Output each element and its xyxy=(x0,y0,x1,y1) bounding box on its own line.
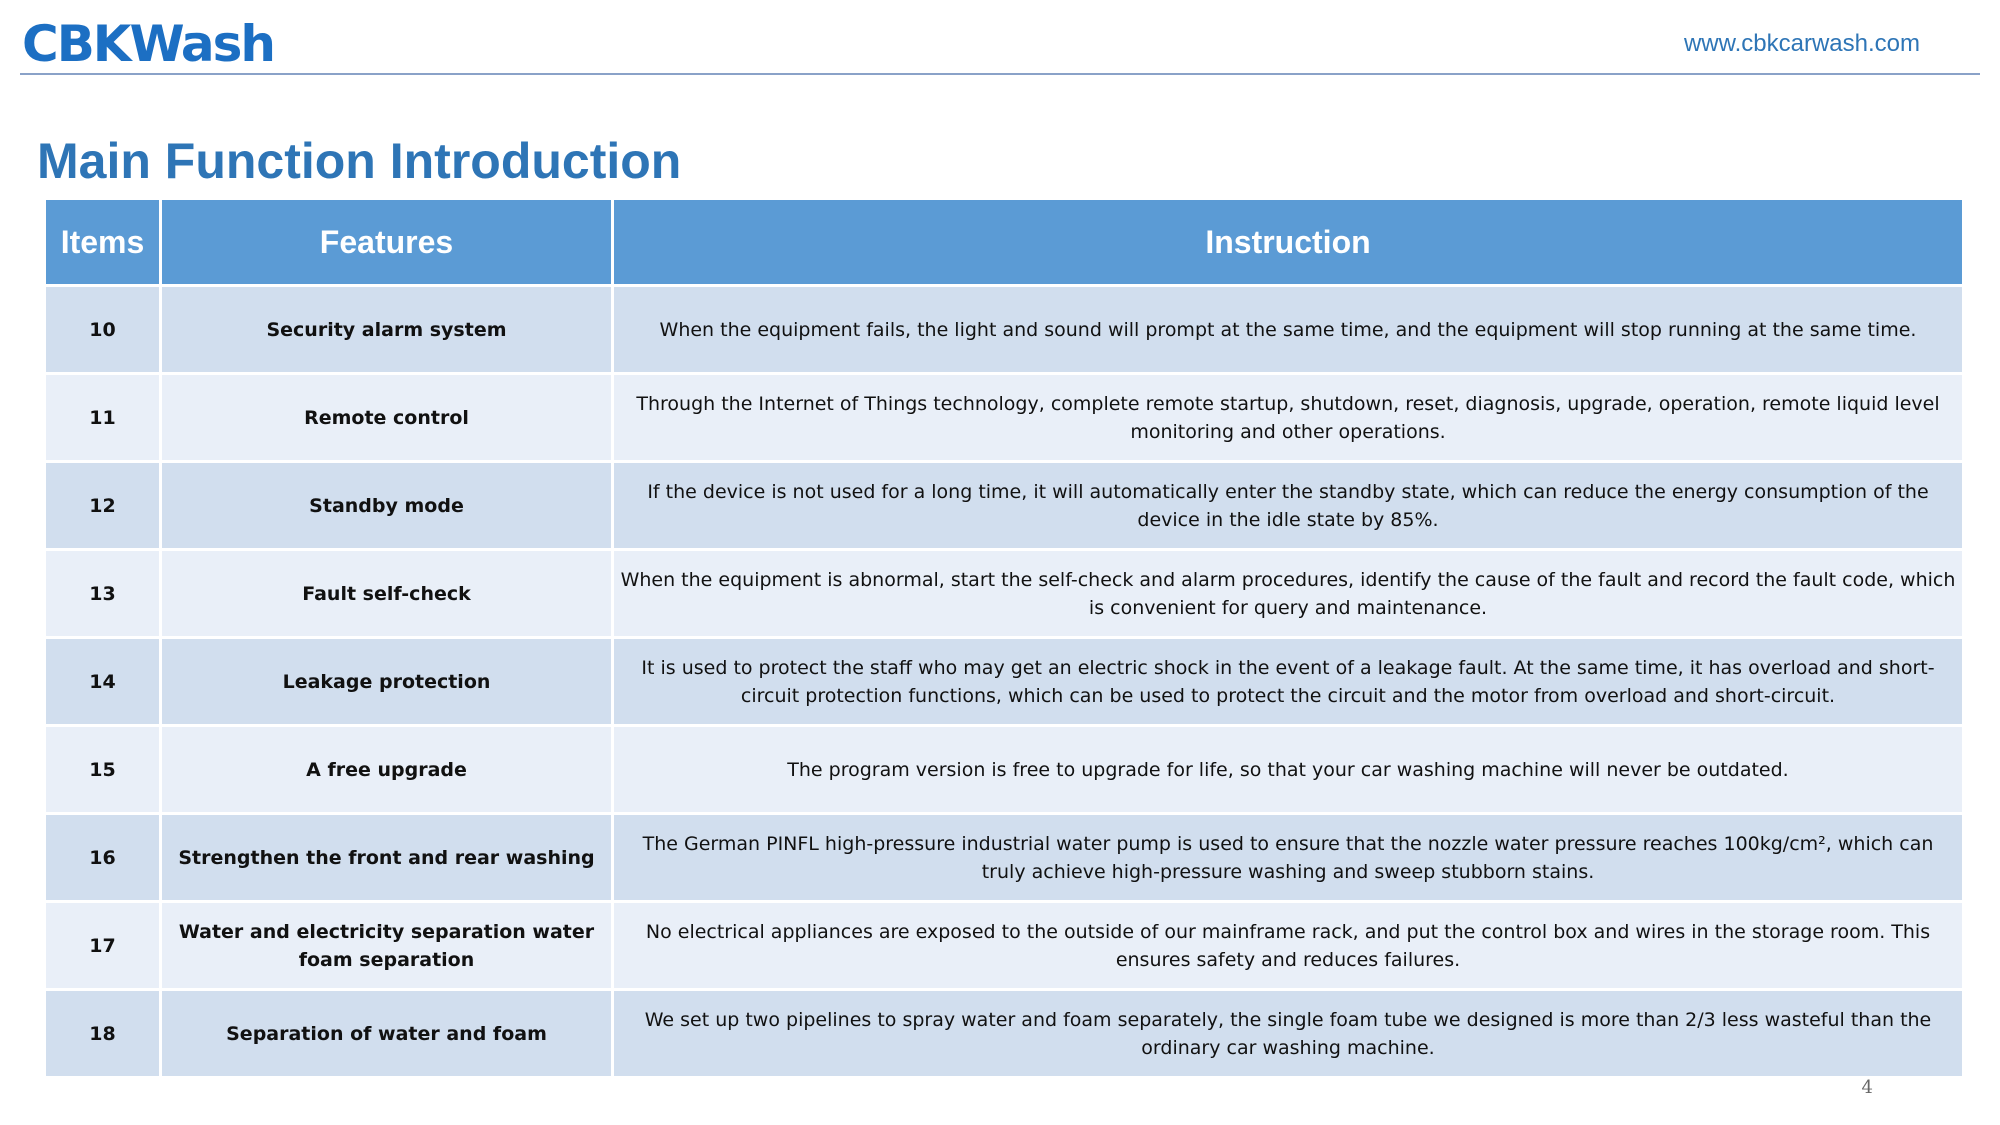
item-number: 14 xyxy=(46,639,159,724)
feature-name: Strengthen the front and rear washing xyxy=(162,815,611,900)
item-number: 11 xyxy=(46,375,159,460)
table-row xyxy=(46,639,1962,724)
feature-name: A free upgrade xyxy=(162,727,611,812)
item-number: 12 xyxy=(46,463,159,548)
header-divider xyxy=(20,73,1980,75)
item-number: 16 xyxy=(46,815,159,900)
instruction-text: We set up two pipelines to spray water and foam separately, the single foam tube we designed is more than 2/3 less wasteful than the ordinary car washing machine. xyxy=(614,991,1962,1076)
column-header-instruction: Instruction xyxy=(614,200,1962,284)
item-number: 18 xyxy=(46,991,159,1076)
item-number: 13 xyxy=(46,551,159,636)
feature-name: Security alarm system xyxy=(162,287,611,372)
column-header-items: Items xyxy=(46,200,159,284)
instruction-text: When the equipment fails, the light and sound will prompt at the same time, and the equipment will stop running at the same time. xyxy=(614,287,1962,372)
table-row xyxy=(46,727,1962,812)
instruction-text: No electrical appliances are exposed to the outside of our mainframe rack, and put the control box and wires in the storage room. This ensures safety and reduces failures. xyxy=(614,903,1962,988)
instruction-text: The German PINFL high-pressure industrial water pump is used to ensure that the nozzle water pressure reaches 100kg/cm², which can truly achieve high-pressure washing and sweep stubborn stains. xyxy=(614,815,1962,900)
feature-name: Leakage protection xyxy=(162,639,611,724)
feature-name: Water and electricity separation water foam separation xyxy=(162,903,611,988)
table-row xyxy=(46,463,1962,548)
feature-name: Standby mode xyxy=(162,463,611,548)
brand-logo: CBKWash xyxy=(22,15,275,73)
table-row xyxy=(46,375,1962,460)
table-row xyxy=(46,287,1962,372)
column-header-features: Features xyxy=(162,200,611,284)
page-number: 4 xyxy=(1861,1077,1873,1098)
website-url[interactable]: www.cbkcarwash.com xyxy=(1683,30,1920,57)
feature-name: Separation of water and foam xyxy=(162,991,611,1076)
table-row xyxy=(46,815,1962,900)
table-row xyxy=(46,551,1962,636)
instruction-text: If the device is not used for a long time, it will automatically enter the standby state, which can reduce the energy consumption of the device in the idle state by 85%. xyxy=(614,463,1962,548)
instruction-text: Through the Internet of Things technology, complete remote startup, shutdown, reset, diagnosis, upgrade, operation, remote liquid level monitoring and other operations. xyxy=(614,375,1962,460)
function-table xyxy=(43,197,1965,1079)
item-number: 15 xyxy=(46,727,159,812)
feature-name: Fault self-check xyxy=(162,551,611,636)
table-row xyxy=(46,991,1962,1076)
instruction-text: It is used to protect the staff who may get an electric shock in the event of a leakage fault. At the same time, it has overload and short-circuit protection functions, which can be used to protect the circuit and the motor from overload and short-circuit. xyxy=(614,639,1962,724)
item-number: 10 xyxy=(46,287,159,372)
table-header-row xyxy=(46,200,1962,284)
feature-name: Remote control xyxy=(162,375,611,460)
item-number: 17 xyxy=(46,903,159,988)
page-title: Main Function Introduction xyxy=(37,133,682,189)
table-row xyxy=(46,903,1962,988)
instruction-text: When the equipment is abnormal, start the self-check and alarm procedures, identify the cause of the fault and record the fault code, which is convenient for query and maintenance. xyxy=(614,551,1962,636)
instruction-text: The program version is free to upgrade for life, so that your car washing machine will never be outdated. xyxy=(614,727,1962,812)
